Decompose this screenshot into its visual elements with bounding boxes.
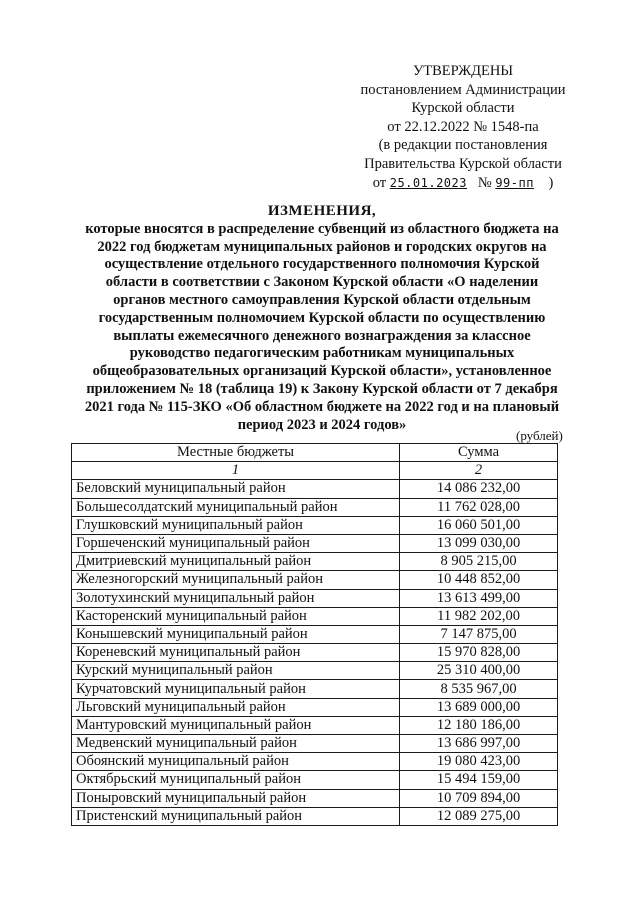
budget-amount: 25 310 400,00 [400,662,558,680]
column-header-amount: Сумма [400,444,558,462]
table-row [72,553,558,571]
title-line: области в соответствии с Законом Курской области «О наделении [105,274,539,291]
table-header-row [72,444,558,462]
amendment-number: 99-пп [495,175,534,190]
budget-amount: 10 709 894,00 [400,789,558,807]
budget-amount: 13 686 997,00 [400,735,558,753]
budget-name: Золотухинский муниципальный район [72,589,400,607]
table-row [72,589,558,607]
title-line: государственным полномочием Курской области по осуществлению [98,309,546,326]
approval-line: Правительства Курской области [364,155,562,172]
table-body [72,480,558,826]
budget-name: Глушковский муниципальный район [72,516,400,534]
title-line: 2022 год бюджетам муниципальных районов и городских округов на [97,238,547,255]
budget-name: Беловский муниципальный район [72,480,400,498]
table-row [72,480,558,498]
budget-name: Медвенский муниципальный район [72,735,400,753]
budget-name: Кореневский муниципальный район [72,644,400,662]
table-row [72,698,558,716]
budget-name: Касторенский муниципальный район [72,607,400,625]
column-header-budgets: Местные бюджеты [72,444,400,462]
table-row [72,789,558,807]
table-row [72,571,558,589]
budget-name: Конышевский муниципальный район [72,625,400,643]
budget-name: Поныровский муниципальный район [72,789,400,807]
budget-name: Пристенский муниципальный район [72,807,400,825]
table-row [72,644,558,662]
approval-line: от 22.12.2022 № 1548-па [387,118,539,135]
approval-heading: УТВЕРЖДЕНЫ [412,63,514,79]
column-number-row [72,462,558,480]
budget-name: Мантуровский муниципальный район [72,716,400,734]
table-row [72,625,558,643]
budget-amount: 13 099 030,00 [400,534,558,552]
budget-name: Обоянский муниципальный район [72,753,400,771]
budget-amount: 19 080 423,00 [400,753,558,771]
currency-unit: (рублей) [516,428,563,443]
budget-amount: 7 147 875,00 [400,625,558,643]
budget-amount: 14 086 232,00 [400,480,558,498]
budget-amount: 12 089 275,00 [400,807,558,825]
amendment-date-line [350,174,576,193]
table-row [72,807,558,825]
budget-name: Льговский муниципальный район [72,698,400,716]
title-line: 2021 года № 115-ЗКО «Об областном бюджете на 2022 год и на плановый [84,398,560,415]
table-row [72,771,558,789]
table-row [72,534,558,552]
budget-name: Курчатовский муниципальный район [72,680,400,698]
table-row [72,607,558,625]
budget-name: Большесолдатский муниципальный район [72,498,400,516]
budget-amount: 12 180 186,00 [400,716,558,734]
table-row [72,716,558,734]
table-row [72,680,558,698]
table-row [72,753,558,771]
budget-amount: 13 613 499,00 [400,589,558,607]
budget-amount: 11 982 202,00 [400,607,558,625]
subvention-table [71,443,558,826]
title-line: осуществление отдельного государственного полномочия Курской [104,256,540,273]
budget-amount: 15 494 159,00 [400,771,558,789]
title-heading: ИЗМЕНЕНИЯ, [267,203,377,219]
budget-amount: 11 762 028,00 [400,498,558,516]
table-row [72,516,558,534]
budget-name: Октябрьский муниципальный район [72,771,400,789]
budget-amount: 15 970 828,00 [400,644,558,662]
budget-name: Железногорский муниципальный район [72,571,400,589]
closing-paren: ) [548,174,554,191]
budget-amount: 8 535 967,00 [400,680,558,698]
budget-amount: 16 060 501,00 [400,516,558,534]
title-line: выплаты ежемесячного денежного вознаграждения за классное [113,327,531,344]
title-line: период 2023 и 2024 годов» [237,416,407,433]
title-line: органов местного самоуправления Курской области отдельным [113,291,531,308]
table-row [72,498,558,516]
budget-name: Горшеченский муниципальный район [72,534,400,552]
approval-stamp [350,62,576,192]
title-line: общеобразовательных организаций Курской области», установленное [92,363,552,380]
budget-name: Курский муниципальный район [72,662,400,680]
budget-amount: 13 689 000,00 [400,698,558,716]
budget-amount: 10 448 852,00 [400,571,558,589]
approval-line: (в редакции постановления [378,137,548,154]
table-row [72,735,558,753]
column-number: 1 [72,462,400,480]
amendment-date: 25.01.2023 [389,175,467,190]
document-title [66,203,578,434]
budget-amount: 8 905 215,00 [400,553,558,571]
budget-name: Дмитриевский муниципальный район [72,553,400,571]
approval-line: постановлением Администрации [360,81,566,98]
column-number: 2 [400,462,558,480]
date-prefix: от [372,174,387,191]
title-line: приложением № 18 (таблица 19) к Закону Курской области от 7 декабря [86,380,558,397]
number-prefix: № [477,174,492,191]
title-line: руководство педагогическим работникам муниципальных [129,345,515,362]
table-row [72,662,558,680]
approval-line: Курской области [411,100,515,117]
title-line: которые вносятся в распределение субвенций из областного бюджета на [85,220,559,237]
